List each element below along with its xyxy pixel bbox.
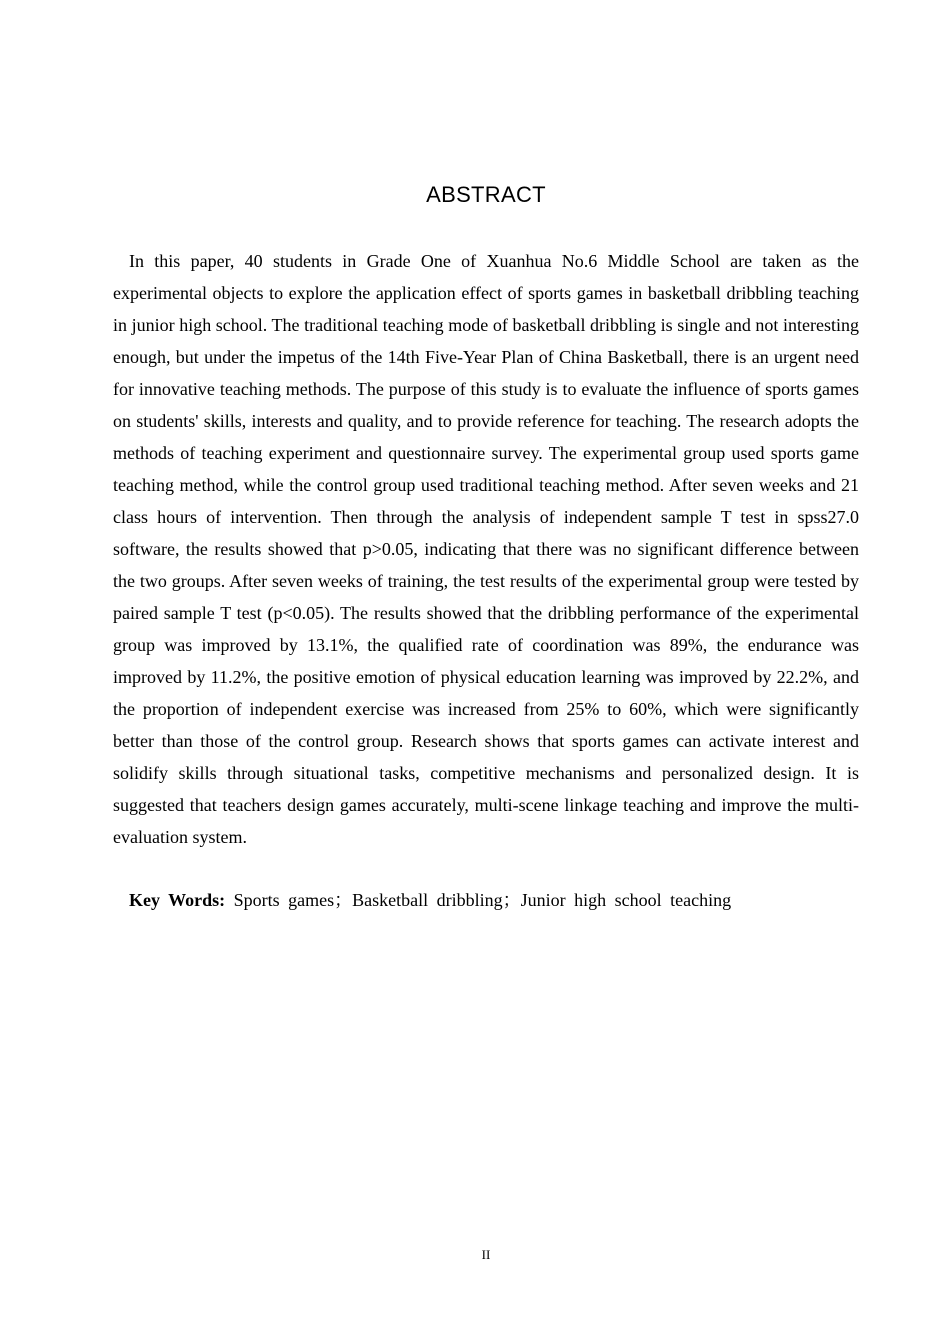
page-title: ABSTRACT	[426, 182, 546, 207]
keywords-text: Sports games；Basketball dribbling；Junior high school teaching	[233, 890, 732, 910]
page-number: II	[481, 1247, 491, 1262]
keywords-label: Key Words:	[129, 890, 226, 910]
abstract-paragraph: In this paper, 40 students in Grade One of Xuanhua No.6 Middle School are taken as the experimental objects to explore the application effect of sports games in basketball dribbling teaching in junior high school. The traditional teaching mode of basketball dribbling is single and not interesting enough, but under the impetus of the 14th Five-Year Plan of China Basketball, there is an urgent need for innovative teaching methods. The purpose of this study is to evaluate the influence of sports games on students' skills, interests and quality, and to provide reference for teaching. The research adopts the methods of teaching experiment and questionnaire survey. The experimental group used sports game teaching method, while the control group used traditional teaching method. After seven weeks and 21 class hours of intervention. Then through the analysis of independent sample T test in spss27.0 software, the results showed that p>0.05, indicating that there was no significant difference between the two groups. After seven weeks of training, the test results of the experimental group were tested by paired sample T test (p<0.05). The results showed that the dribbling performance of the experimental group was improved by 13.1%, the qualified rate of coordination was 89%, the endurance was improved by 11.2%, the positive emotion of physical education learning was improved by 22.2%, and the proportion of independent exercise was increased from 25% to 60%, which were significantly better than those of the control group. Research shows that sports games can activate interest and solidify skills through situational tasks, competitive mechanisms and personalized design. It is suggested that teachers design games accurately, multi-scene linkage teaching and improve the multi-evaluation system.	[113, 251, 859, 847]
keywords-line	[129, 884, 869, 916]
